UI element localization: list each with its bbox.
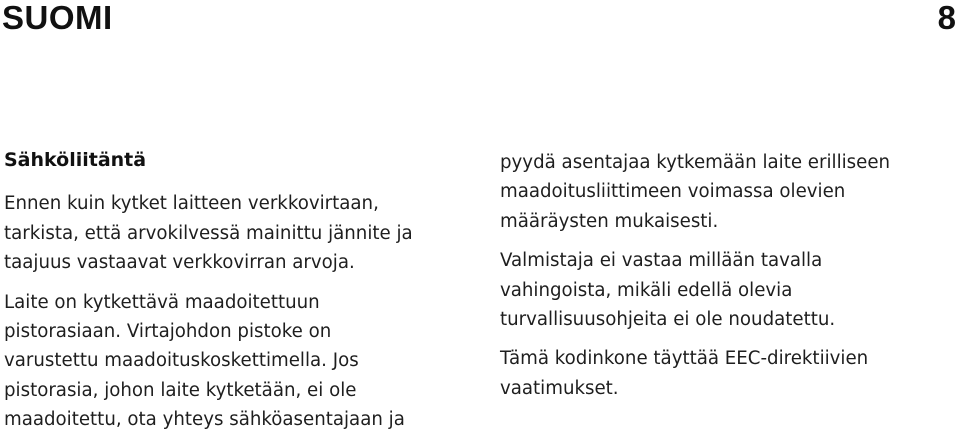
paragraph-liability [500, 246, 960, 334]
text-line: maadoitettu, ota yhteys sähköasentajaan ja [4, 409, 405, 431]
paragraph-electrician [500, 148, 960, 236]
left-column [4, 146, 474, 445]
text-line: Tämä kodinkone täyttää EEC-direktiivien [500, 348, 869, 370]
section-heading: Sähköliitäntä [4, 149, 147, 171]
text-line: määräysten mukaisesti. [500, 210, 719, 232]
text-line: turvallisuusohjeita ei ole noudatettu. [500, 309, 836, 331]
text-line: taajuus vastaavat verkkovirran arvoja. [4, 252, 355, 274]
paragraph-eec-compliance [500, 344, 960, 403]
text-line: vaatimukset. [500, 377, 619, 399]
text-line: Laite on kytkettävä maadoitettuun [4, 291, 320, 313]
right-column [500, 148, 960, 413]
text-line: pistorasia, johon laite kytketään, ei ole [4, 379, 357, 401]
text-line: Valmistaja ei vastaa millään tavalla [500, 250, 823, 272]
text-line: tarkista, että arvokilvessä mainittu jännite ja [4, 222, 413, 244]
paragraph-voltage-check [4, 189, 474, 277]
text-line: pistorasiaan. Virtajohdon pistoke on [4, 321, 332, 343]
page-number: 8 [937, 0, 956, 36]
text-line: maadoitusliittimeen voimassa olevien [500, 181, 846, 203]
text-line: pyydä asentajaa kytkemään laite erilliseen [500, 152, 891, 173]
text-line: varustettu maadoituskoskettimella. Jos [4, 350, 359, 372]
language-title: SUOMI [2, 0, 113, 36]
text-line: Ennen kuin kytket laitteen verkkovirtaan, [4, 193, 379, 215]
paragraph-grounding [4, 288, 474, 435]
text-line: vahingoista, mikäli edellä olevia [500, 279, 793, 301]
page-header [0, 0, 960, 40]
